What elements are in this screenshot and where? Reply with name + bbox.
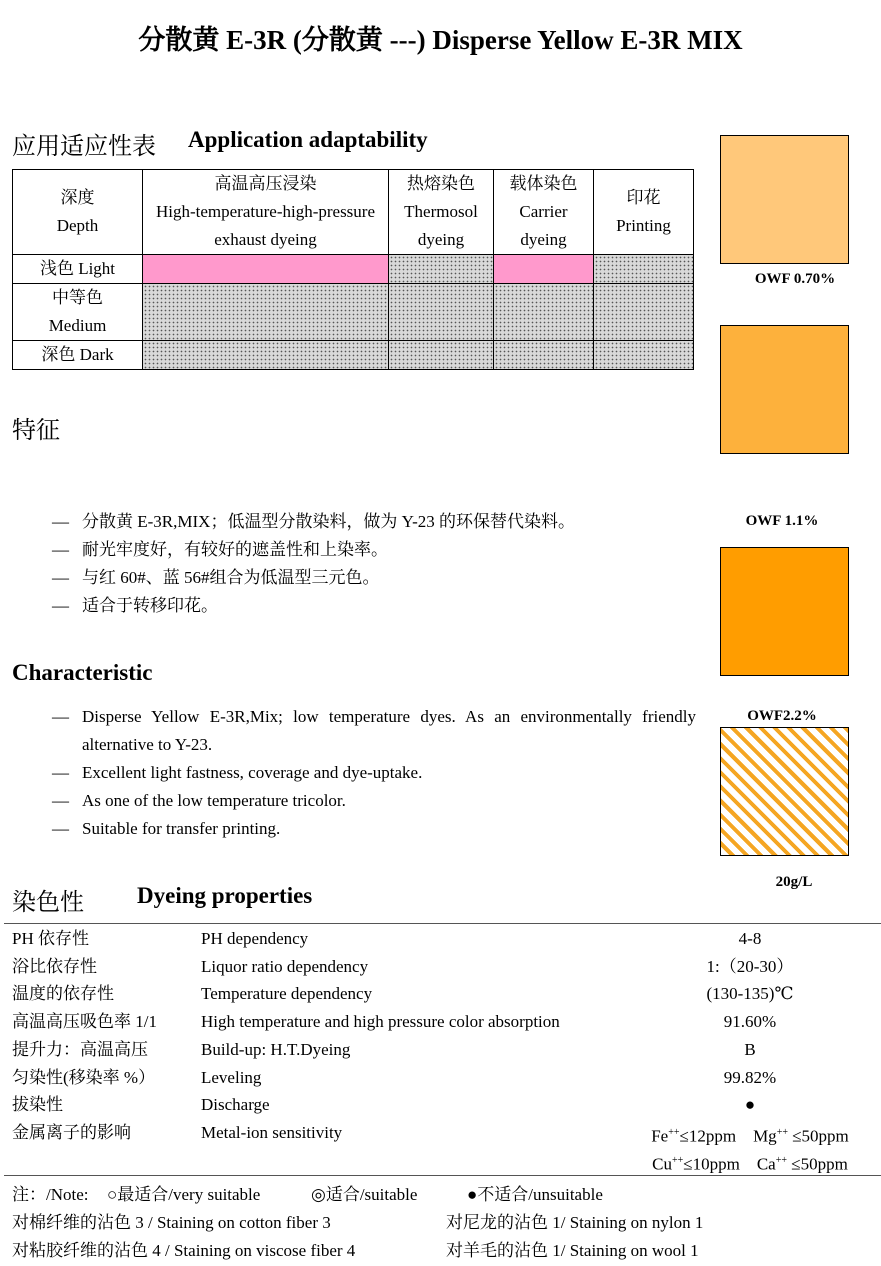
feature-text: 分散黄 E-3R,MIX；低温型分散染料，做为 Y-23 的环保替代染料。 — [82, 512, 575, 531]
ht-dyeing-header — [143, 170, 389, 255]
depth-header-en: Depth — [56, 216, 99, 235]
cell-light-thermosol — [389, 255, 494, 284]
row-label-dark: 深色 Dark — [13, 341, 143, 370]
property-value: (130-135)℃ — [706, 984, 794, 1004]
swatch-owf-11 — [720, 325, 849, 454]
printing-header — [594, 170, 694, 255]
characteristic-list — [12, 703, 696, 843]
property-en: Leveling — [201, 1067, 262, 1087]
list-item: — Suitable for transfer printing. — [12, 815, 696, 843]
characteristic-text: Excellent light fastness, coverage and dye-uptake. — [82, 763, 423, 782]
table-row-dark — [13, 341, 694, 370]
staining-nylon: 对尼龙的沾色 1/ Staining on nylon 1 — [446, 1213, 704, 1232]
metal-ion-values-1 — [620, 1119, 880, 1150]
metal-ion-values-2 — [620, 1147, 880, 1178]
swatch-owf-070 — [720, 135, 849, 264]
cell-medium-printing — [594, 284, 694, 341]
table-header-row — [13, 170, 694, 255]
depth-header — [13, 170, 143, 255]
legend-suitable: ◎适合/suitable — [311, 1185, 418, 1204]
property-cn: 金属离子的影响 — [12, 1122, 131, 1142]
property-value: B — [744, 1039, 756, 1059]
mg-value: ≤50ppm — [787, 1126, 849, 1146]
property-value: 1:（20-30） — [706, 956, 794, 976]
thermosol-header-en2: dyeing — [417, 230, 465, 249]
carrier-header-en2: dyeing — [520, 230, 567, 249]
property-value: 4-8 — [738, 929, 762, 948]
list-item: — As one of the low temperature tricolor. — [12, 787, 696, 815]
row-label-medium-cn: 中等色 — [52, 288, 103, 307]
swatch-owf-22 — [720, 547, 849, 676]
row-label-medium — [13, 284, 143, 341]
carrier-header-en1: Carrier — [519, 202, 568, 221]
characteristic-text: As one of the low temperature tricolor. — [82, 791, 346, 810]
cell-dark-printing — [594, 341, 694, 370]
swatch-printing-20gl — [720, 727, 849, 856]
application-heading-cn: 应用适应性表 — [12, 134, 156, 160]
list-item: — 耐光牢度好，有较好的遮盖性和上染率。 — [52, 540, 388, 559]
depth-header-cn: 深度 — [60, 188, 95, 207]
property-cn: 高温高压吸色率 1/1 — [12, 1012, 157, 1032]
characteristic-text: Suitable for transfer printing. — [82, 819, 281, 838]
row-label-medium-en: Medium — [48, 316, 107, 335]
swatch-label: OWF2.2% — [747, 708, 817, 724]
application-heading-en: Application adaptability — [188, 127, 428, 152]
cell-dark-thermosol — [389, 341, 494, 370]
dyeing-properties-table — [0, 925, 881, 1175]
ca-label: Ca — [756, 1154, 776, 1174]
application-table — [12, 169, 694, 370]
swatch-label: 20g/L — [775, 874, 813, 890]
row-label-light: 浅色 Light — [13, 255, 143, 284]
property-value: 91.60% — [723, 1012, 777, 1032]
staining-wool: 对羊毛的沾色 1/ Staining on wool 1 — [446, 1241, 699, 1260]
printing-header-en: Printing — [616, 216, 671, 235]
characteristic-heading: Characteristic — [12, 660, 153, 685]
divider — [4, 1175, 881, 1176]
thermosol-header-en1: Thermosol — [404, 202, 478, 221]
swatch-label: OWF 0.70% — [754, 271, 836, 287]
property-value: 99.82% — [723, 1067, 777, 1087]
cell-light-carrier — [494, 255, 594, 284]
cu-label: Cu — [652, 1154, 672, 1174]
list-item: — 与红 60#、蓝 56#组合为低温型三元色。 — [52, 568, 380, 587]
property-en: Metal-ion sensitivity — [201, 1122, 343, 1142]
printing-header-cn: 印花 — [626, 188, 661, 207]
property-cn: 拔染性 — [12, 1095, 63, 1115]
ht-dyeing-header-en1: High-temperature-high-pressure — [155, 202, 376, 221]
characteristic-text: Disperse Yellow E-3R,Mix; low temperature dyes. As an environmentally friendly alternative to Y-23. — [82, 707, 696, 754]
cell-medium-thermosol — [389, 284, 494, 341]
features-list — [12, 508, 702, 620]
carrier-header — [494, 170, 594, 255]
cell-medium-carrier — [494, 284, 594, 341]
cu-sup: ++ — [672, 1154, 684, 1166]
property-en: High temperature and high pressure color absorption — [201, 1012, 560, 1032]
mg-sup: ++ — [776, 1126, 788, 1138]
fe-label: Fe — [651, 1126, 669, 1146]
feature-text: 耐光牢度好，有较好的遮盖性和上染率。 — [82, 540, 388, 559]
legend-unsuitable: ●不适合/unsuitable — [467, 1185, 603, 1204]
property-cn: 浴比依存性 — [12, 956, 97, 976]
list-item: — Disperse Yellow E-3R,Mix; low temperature dyes. As an environmentally friendly alternative to Y-23. — [12, 703, 696, 759]
divider — [4, 923, 881, 924]
table-row-light — [13, 255, 694, 284]
ca-sup: ++ — [775, 1154, 788, 1166]
cell-medium-ht — [143, 284, 389, 341]
property-en: Build-up: H.T.Dyeing — [201, 1039, 351, 1059]
property-en: PH dependency — [201, 929, 309, 948]
discharge-mark: ● — [744, 1095, 756, 1115]
property-cn: 温度的依存性 — [12, 984, 114, 1004]
cell-light-printing — [594, 255, 694, 284]
table-row-medium — [13, 284, 694, 341]
cell-light-ht — [143, 255, 389, 284]
dyeing-heading-cn: 染色性 — [12, 890, 84, 916]
list-item: — 适合于转移印花。 — [52, 596, 218, 615]
cell-dark-ht — [143, 341, 389, 370]
dyeing-heading-en: Dyeing properties — [137, 883, 313, 908]
ca-value: ≤50ppm — [787, 1154, 848, 1174]
property-cn: PH 依存性 — [12, 929, 89, 948]
property-cn: 提升力：高温高压 — [12, 1039, 148, 1059]
thermosol-header-cn: 热熔染色 — [407, 174, 475, 193]
fe-sup: ++ — [668, 1126, 680, 1138]
mg-label: Mg — [753, 1126, 777, 1146]
thermosol-header — [389, 170, 494, 255]
list-item: — 分散黄 E-3R,MIX；低温型分散染料，做为 Y-23 的环保替代染料。 — [52, 512, 575, 531]
property-en: Liquor ratio dependency — [201, 956, 369, 976]
property-en: Discharge — [201, 1095, 270, 1115]
property-en: Temperature dependency — [201, 984, 373, 1004]
page-title: 分散黄 E-3R (分散黄 ---) Disperse Yellow E-3R MIX — [138, 25, 743, 55]
ht-dyeing-header-cn: 高温高压浸染 — [214, 174, 317, 193]
cu-value: ≤10ppm — [683, 1154, 740, 1174]
feature-text: 适合于转移印花。 — [82, 596, 218, 615]
property-cn: 匀染性(移染率 %） — [12, 1067, 156, 1087]
fe-value: ≤12ppm — [679, 1126, 737, 1146]
note-label: 注：/Note: — [12, 1185, 89, 1204]
list-item: — Excellent light fastness, coverage and dye-uptake. — [12, 759, 696, 787]
feature-text: 与红 60#、蓝 56#组合为低温型三元色。 — [82, 568, 380, 587]
ht-dyeing-header-en2: exhaust dyeing — [214, 230, 317, 249]
staining-viscose: 对粘胶纤维的沾色 4 / Staining on viscose fiber 4 — [12, 1241, 356, 1260]
swatch-label: OWF 1.1% — [745, 513, 819, 529]
features-heading: 特征 — [12, 418, 60, 444]
legend-very-suitable: ○最适合/very suitable — [107, 1185, 261, 1204]
carrier-header-cn: 载体染色 — [509, 174, 578, 193]
staining-cotton: 对棉纤维的沾色 3 / Staining on cotton fiber 3 — [12, 1213, 331, 1232]
cell-dark-carrier — [494, 341, 594, 370]
